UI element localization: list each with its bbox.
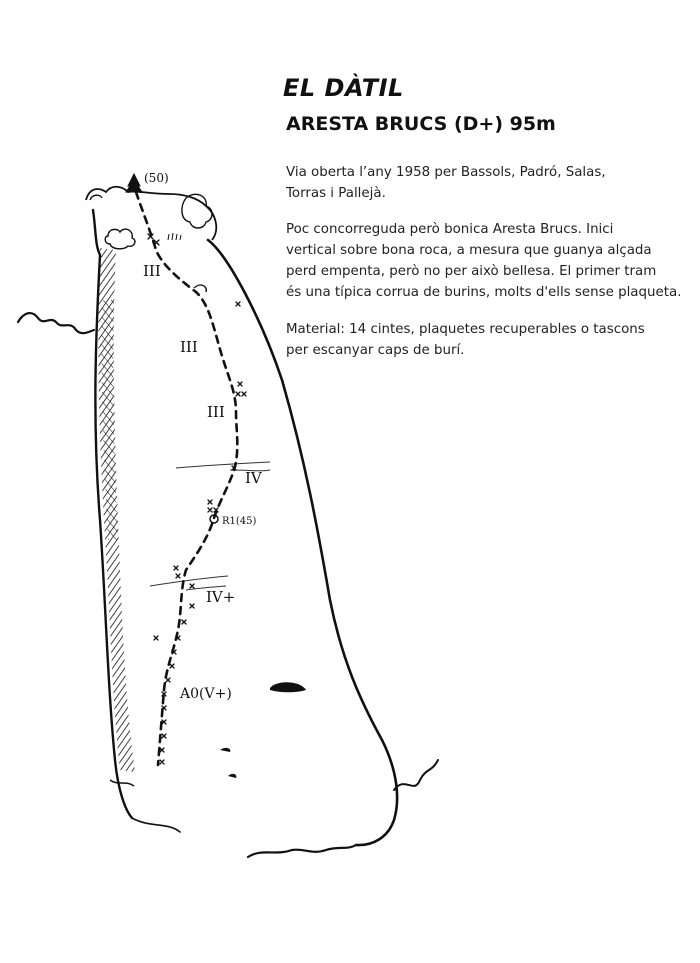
route-character [286, 219, 696, 303]
left-ground [18, 313, 94, 333]
bolt-marks [148, 234, 246, 764]
ledge-1 [176, 462, 270, 468]
character-line-4: és una típica corrua de burins, molts d'ells sense plaqueta. [286, 285, 682, 300]
grade-label-3: III [207, 403, 225, 421]
tower-base-left [132, 818, 180, 832]
base-bumps-left [110, 780, 134, 786]
summit-tree-icon [126, 174, 142, 192]
grade-label-1: III [143, 262, 161, 280]
character-line-3: perd empenta, però no per això bellesa. El primer tram [286, 264, 657, 279]
route-name: ARESTA BRUCS (D+) 95m [286, 113, 556, 135]
ledge-2 [150, 576, 228, 586]
character-line-1: Poc concorreguda però bonica Aresta Brucs. Inici [286, 222, 614, 237]
tower-base [248, 845, 356, 857]
material-line-2: per escanyar caps de burí. [286, 343, 465, 358]
bush-small [90, 195, 102, 200]
material-line-1: Material: 14 cintes, plaquetes recuperables o tascons [286, 322, 645, 337]
grade-label-5: IV+ [206, 588, 236, 606]
crag-title: EL DÀTIL [283, 74, 404, 102]
route-history [286, 162, 696, 204]
route-material [286, 319, 696, 361]
summit-label: (50) [144, 171, 169, 185]
base-bumps-right [394, 760, 438, 790]
grade-label-6: A0(V+) [180, 686, 232, 702]
history-line-1: Via oberta l’any 1958 per Bassols, Padró, Salas, [286, 165, 606, 180]
grade-label-4: IV [245, 469, 262, 487]
character-line-2: vertical sobre bona roca, a mesura que guanya alçada [286, 243, 652, 258]
hole-feature [270, 682, 306, 692]
summit-grass [168, 233, 181, 240]
bush-left [105, 229, 135, 249]
belay-label: R1(45) [222, 516, 257, 527]
small-feature [220, 748, 236, 778]
history-line-2: Torras i Pallejà. [286, 186, 386, 201]
grade-label-2: III [180, 338, 198, 356]
